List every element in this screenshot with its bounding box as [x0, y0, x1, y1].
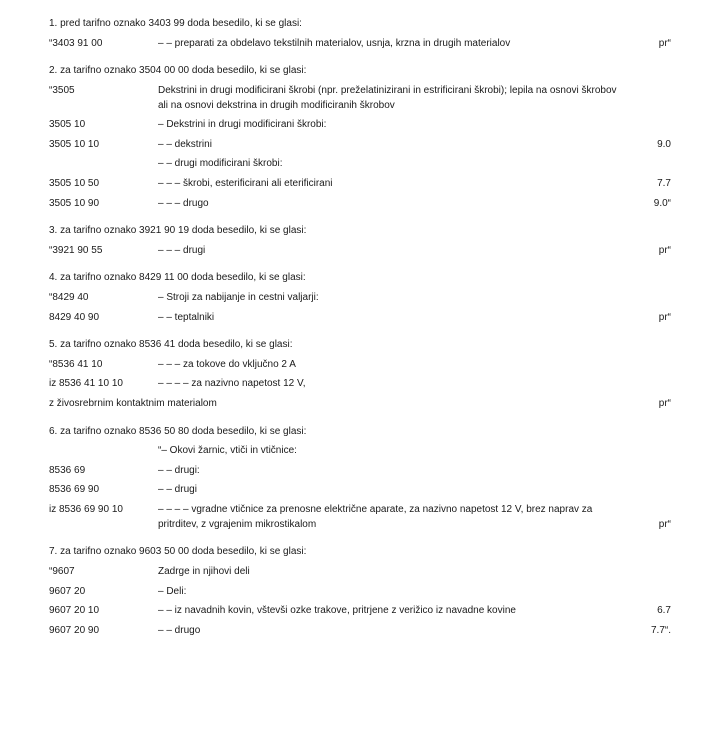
tariff-code: 9607 20 10	[49, 605, 100, 617]
tariff-description: – – teptalniki	[158, 311, 215, 323]
tariff-description: – Dekstrini in drugi modificirani škrobi:	[158, 119, 327, 131]
tariff-description: – – – drugo	[158, 197, 209, 209]
amendment-section-2	[49, 61, 671, 213]
tariff-description: – Stroji za nabijanje in cestni valjarji:	[158, 292, 319, 304]
tariff-rate: 6.7	[657, 605, 671, 617]
amendment-section-7	[49, 542, 671, 640]
tariff-rate: pr“	[658, 244, 671, 256]
tariff-code: 8536 69	[49, 464, 86, 476]
tariff-code: 3505 10 50	[49, 178, 100, 190]
tariff-code: “8536 41 10	[49, 358, 103, 370]
tariff-row	[49, 174, 671, 194]
tariff-row	[49, 308, 671, 328]
tariff-rate: pr“	[658, 519, 671, 531]
section-heading: 2. za tarifno oznako 3504 00 00 doda besedilo, ki se glasi:	[49, 65, 307, 77]
tariff-row	[49, 241, 671, 261]
tariff-row	[49, 582, 671, 602]
section-heading: 4. za tarifno oznako 8429 11 00 doda besedilo, ki se glasi:	[49, 272, 306, 284]
section-heading: 5. za tarifno oznako 8536 41 doda besedilo, ki se glasi:	[49, 339, 293, 351]
section-heading: 3. za tarifno oznako 3921 90 19 doda besedilo, ki se glasi:	[49, 225, 307, 237]
tariff-description: – – – drugi	[158, 244, 206, 256]
tariff-code: “3403 91 00	[49, 37, 103, 49]
section-heading: 7. za tarifno oznako 9603 50 00 doda besedilo, ki se glasi:	[49, 546, 307, 558]
tariff-row-continuation	[49, 394, 671, 414]
amendment-section-5	[49, 335, 671, 413]
tariff-description: – – drugi:	[158, 464, 200, 476]
tariff-row	[49, 288, 671, 308]
amendment-section-1	[49, 0, 671, 53]
tariff-description: – – preparati za obdelavo tekstilnih materialov, usnja, krzna in drugih materialov	[158, 37, 511, 49]
tariff-description: – – iz navadnih kovin, vštevši ozke trakove, pritrjene z verižico iz navadne kovine	[158, 605, 516, 617]
tariff-description: Dekstrini in drugi modificirani škrobi (npr. preželatinizirani in estrificirani škrobi); lepila na osnovi škrobov ali na osnovi dekstrina in drugih modificiranih škrobov	[158, 85, 617, 112]
amendment-section-3	[49, 221, 671, 260]
tariff-description: – – drugi modificirani škrobi:	[158, 158, 283, 170]
tariff-code: 8536 69 90	[49, 484, 100, 496]
tariff-description: “– Okovi žarnic, vtiči in vtičnice:	[158, 445, 297, 457]
section-heading: 6. za tarifno oznako 8536 50 80 doda besedilo, ki se glasi:	[49, 425, 307, 437]
tariff-code: 8429 40 90	[49, 311, 100, 323]
tariff-row	[49, 562, 671, 582]
tariff-description: – – – škrobi, esterificirani ali eterificirani	[158, 178, 333, 190]
tariff-rate: 7.7“.	[650, 624, 671, 636]
tariff-code: 3505 10	[49, 119, 86, 131]
tariff-rate: pr“	[658, 398, 671, 409]
tariff-description: z živosrebrnim kontaktnim materialom	[49, 398, 217, 409]
tariff-row	[49, 34, 671, 54]
tariff-row	[49, 461, 671, 481]
tariff-rate: pr“	[658, 37, 671, 49]
tariff-row	[49, 135, 671, 155]
tariff-row	[49, 621, 671, 641]
tariff-row	[49, 355, 671, 375]
tariff-rate: 9.0	[657, 138, 671, 150]
tariff-code: 9607 20 90	[49, 624, 100, 636]
tariff-code: 9607 20	[49, 585, 86, 597]
tariff-description: Zadrge in njihovi deli	[158, 566, 250, 578]
document-body	[49, 0, 671, 648]
tariff-code: “3921 90 55	[49, 244, 103, 256]
tariff-description: – – – – vgradne vtičnice za prenosne električne aparate, za nazivno napetost 12 V, brez naprav za pritrditev, z vgrajenim mikrostikalom	[158, 504, 593, 531]
tariff-row	[49, 115, 671, 135]
tariff-rate: 7.7	[657, 178, 671, 190]
tariff-code: 3505 10 90	[49, 197, 100, 209]
tariff-row	[49, 480, 671, 500]
tariff-row	[49, 81, 671, 116]
tariff-rate: pr“	[658, 311, 671, 323]
tariff-code: iz 8536 69 90 10	[49, 503, 123, 515]
tariff-description: – – – – za nazivno napetost 12 V,	[158, 378, 306, 390]
tariff-row	[49, 194, 671, 214]
tariff-code: “8429 40	[49, 292, 89, 304]
tariff-description: – Deli:	[158, 585, 187, 597]
tariff-row	[49, 441, 671, 461]
amendment-section-6	[49, 422, 671, 535]
tariff-row	[49, 500, 671, 535]
tariff-rate	[626, 113, 671, 115]
tariff-code: 3505 10 10	[49, 138, 100, 150]
tariff-row	[49, 154, 671, 174]
tariff-description: – – dekstrini	[158, 138, 212, 150]
tariff-row	[49, 374, 671, 394]
tariff-rate: 9.0“	[653, 197, 671, 209]
amendment-section-4	[49, 268, 671, 327]
tariff-description: – – drugo	[158, 624, 201, 636]
tariff-code: iz 8536 41 10 10	[49, 378, 123, 390]
tariff-description: – – – za tokove do vključno 2 A	[158, 358, 296, 370]
tariff-description: – – drugi	[158, 484, 197, 496]
tariff-code: “3505	[49, 84, 75, 96]
tariff-code: “9607	[49, 566, 75, 578]
section-heading: 1. pred tarifno oznako 3403 99 doda besedilo, ki se glasi:	[49, 18, 302, 29]
tariff-row	[49, 601, 671, 621]
